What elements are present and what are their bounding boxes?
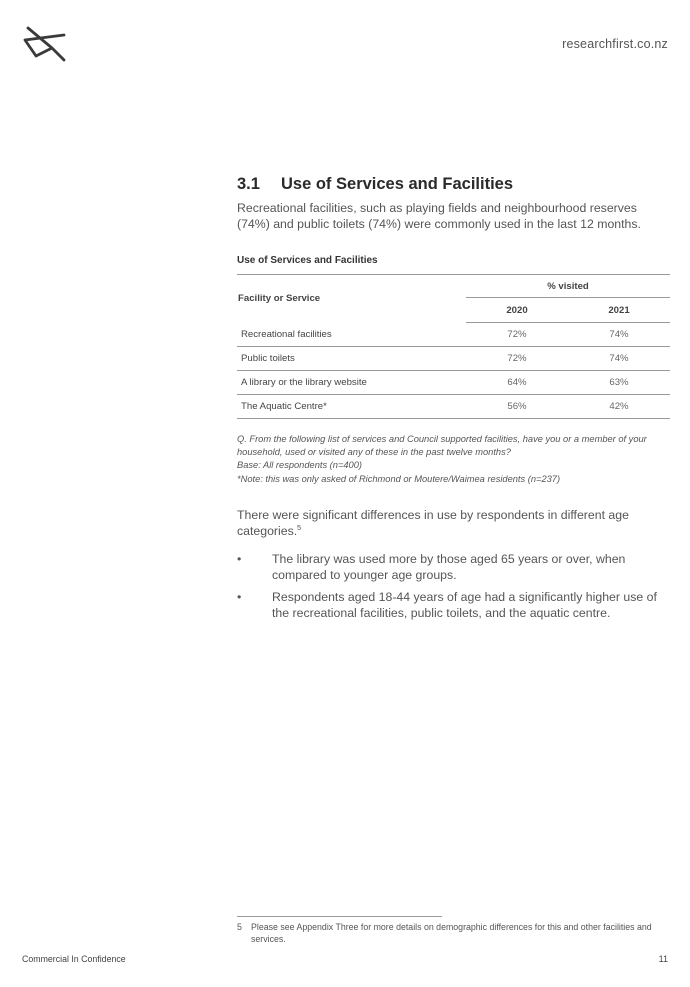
paragraph-text: There were significant differences in use by respondents in different age categories. xyxy=(237,507,629,538)
footnote xyxy=(237,922,670,945)
footnote-text: Please see Appendix Three for more details on demographic differences for this and other facilities and services. xyxy=(251,922,652,944)
year-2021-header: 2021 xyxy=(568,298,670,323)
table-row xyxy=(237,347,670,371)
footnote-number: 5 xyxy=(237,922,242,932)
section-heading xyxy=(237,175,670,194)
section-number: 3.1 xyxy=(237,175,260,193)
table-notes xyxy=(237,433,670,486)
base-note: Base: All respondents (n=400) xyxy=(237,460,362,471)
table-title: Use of Services and Facilities xyxy=(237,255,378,266)
visited-group-header: % visited xyxy=(466,275,670,298)
findings-list xyxy=(237,551,670,621)
table-row xyxy=(237,323,670,347)
list-item xyxy=(237,551,670,583)
row-label: A library or the library website xyxy=(237,371,466,395)
confidentiality-label: Commercial In Confidence xyxy=(22,954,126,964)
value-2020: 56% xyxy=(466,395,568,419)
value-2021: 63% xyxy=(568,371,670,395)
bullet-icon: • xyxy=(237,590,242,605)
page-number: 11 xyxy=(658,954,668,964)
row-label: The Aquatic Centre* xyxy=(237,395,466,419)
value-2020: 72% xyxy=(466,323,568,347)
age-differences-paragraph xyxy=(237,507,670,539)
footnote-reference: 5 xyxy=(297,524,302,532)
value-2021: 74% xyxy=(568,323,670,347)
asterisk-note: *Note: this was only asked of Richmond or Moutere/Waimea residents (n=237) xyxy=(237,473,561,484)
main-content xyxy=(237,175,670,627)
services-table xyxy=(237,274,670,419)
section-title: Use of Services and Facilities xyxy=(281,175,514,193)
row-label: Recreational facilities xyxy=(237,323,466,347)
list-item-text: The library was used more by those aged 65 years or over, when compared to younger age groups. xyxy=(272,552,626,583)
bullet-icon: • xyxy=(237,552,242,567)
facility-column-header: Facility or Service xyxy=(237,275,466,323)
value-2021: 42% xyxy=(568,395,670,419)
question-note: Q. From the following list of services and Council supported facilities, have you or a member of your household, used or visited any of these in the past twelve months? xyxy=(237,434,647,458)
value-2020: 72% xyxy=(466,347,568,371)
value-2020: 64% xyxy=(466,371,568,395)
value-2021: 74% xyxy=(568,347,670,371)
site-url: researchfirst.co.nz xyxy=(562,37,668,51)
section-lead: Recreational facilities, such as playing fields and neighbourhood reserves (74%) and public toilets (74%) were commonly used in the last 12 months. xyxy=(237,201,641,231)
list-item-text: Respondents aged 18-44 years of age had a significantly higher use of the recreational facilities, public toilets, and the aquatic centre. xyxy=(272,590,657,621)
year-2020-header: 2020 xyxy=(466,298,568,323)
research-first-logo-icon xyxy=(22,26,68,62)
table-row xyxy=(237,395,670,419)
table-row xyxy=(237,371,670,395)
list-item xyxy=(237,589,670,621)
row-label: Public toilets xyxy=(237,347,466,371)
footnote-divider xyxy=(237,916,442,917)
